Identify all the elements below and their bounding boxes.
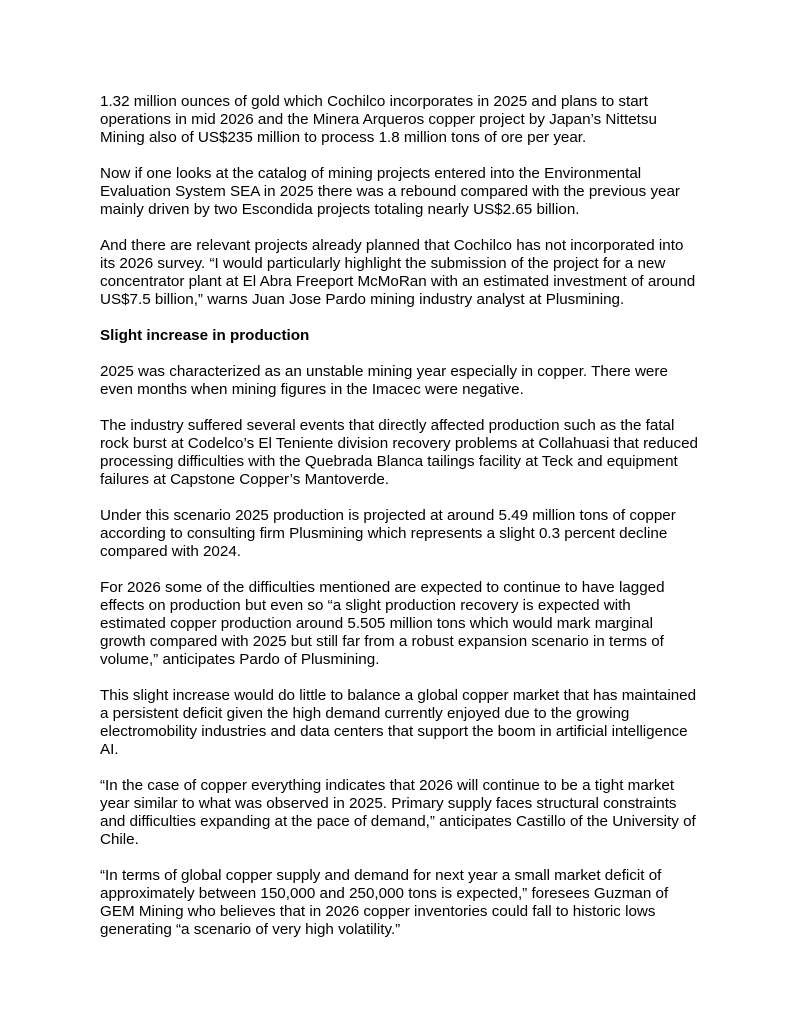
- paragraph: And there are relevant projects already planned that Cochilco has not incorporated into its 2026 survey. “I would particularly highlight the submission of the project for a new concentrator plant at El Abra Freeport McMoRan with an estimated investment of around US$7.5 billion,” warns Juan Jose Pardo mining industry analyst at Plusmining.: [100, 237, 696, 308]
- paragraph: “In terms of global copper supply and demand for next year a small market deficit of approximately between 150,000 and 250,000 tons is expected,” foresees Guzman of GEM Mining who believes that in 2026 copper inventories could fall to historic lows generating “a scenario of very high volatility.”: [100, 867, 669, 938]
- paragraph: This slight increase would do little to balance a global copper market that has maintained a persistent deficit given the high demand currently enjoyed due to the growing electromobility industries and data centers that support the boom in artificial intelligence AI.: [100, 687, 697, 758]
- paragraph: Under this scenario 2025 production is projected at around 5.49 million tons of copper according to consulting firm Plusmining which represents a slight 0.3 percent decline compared with 2024.: [100, 507, 676, 560]
- paragraph: 2025 was characterized as an unstable mining year especially in copper. There were even months when mining figures in the Imacec were negative.: [100, 363, 668, 398]
- paragraph: “In the case of copper everything indicates that 2026 will continue to be a tight market year similar to what was observed in 2025. Primary supply faces structural constraints and difficulties expanding at the pace of demand,” anticipates Castillo of the University of Chile.: [100, 777, 696, 848]
- section-heading: Slight increase in production: [100, 327, 310, 344]
- paragraph: 1.32 million ounces of gold which Cochilco incorporates in 2025 and plans to start operations in mid 2026 and the Minera Arqueros copper project by Japan’s Nittetsu Mining also of US$235 million to process 1.8 million tons of ore per year.: [100, 93, 657, 146]
- paragraph: Now if one looks at the catalog of mining projects entered into the Environmental Evaluation System SEA in 2025 there was a rebound compared with the previous year mainly driven by two Escondida projects totaling nearly US$2.65 billion.: [100, 165, 680, 218]
- document-page: [100, 93, 700, 957]
- paragraph: For 2026 some of the difficulties mentioned are expected to continue to have lagged effects on production but even so “a slight production recovery is expected with estimated copper production around 5.505 million tons which would mark marginal growth compared with 2025 but still far from a robust expansion scenario in terms of volume,” anticipates Pardo of Plusmining.: [100, 579, 665, 668]
- paragraph: The industry suffered several events that directly affected production such as the fatal rock burst at Codelco’s El Teniente division recovery problems at Collahuasi that reduced processing difficulties with the Quebrada Blanca tailings facility at Teck and equipment failures at Capstone Copper’s Mantoverde.: [100, 417, 698, 488]
